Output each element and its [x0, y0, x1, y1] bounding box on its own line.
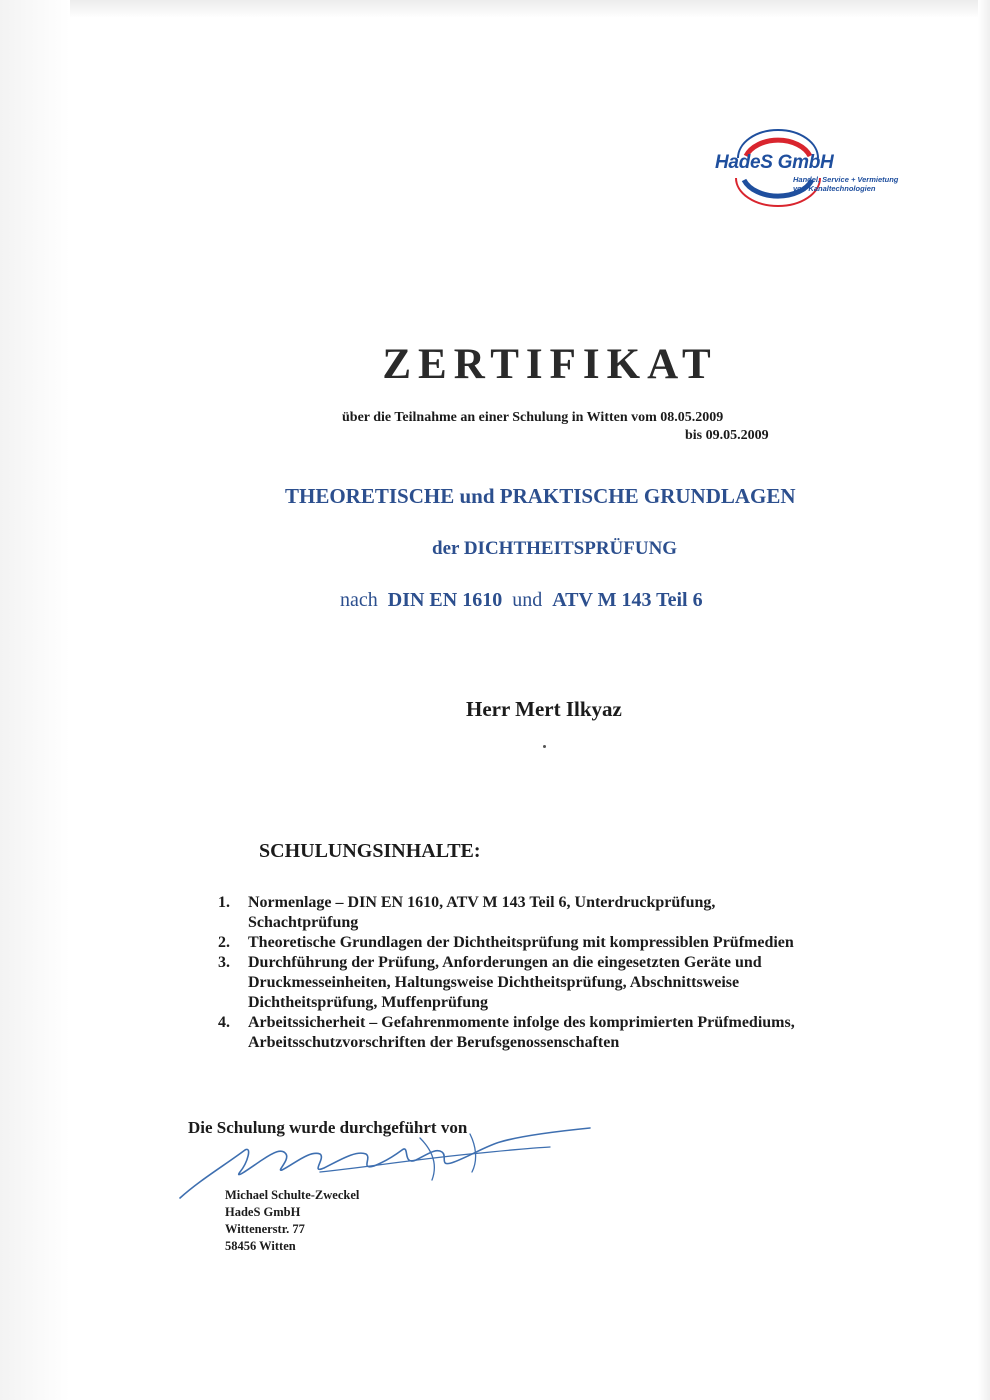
course-title-line3 — [340, 589, 703, 612]
contents-list — [218, 893, 795, 1053]
list-item-line: Theoretische Grundlagen der Dichtheitsprüfung mit kompressiblen Prüfmedien — [248, 934, 794, 951]
logo-tagline — [793, 175, 898, 193]
subtitle-line2: bis 09.05.2009 — [685, 428, 769, 443]
list-item — [218, 933, 795, 953]
contents-heading: SCHULUNGSINHALTE: — [259, 840, 481, 862]
list-item — [218, 893, 795, 933]
list-item-number: 4. — [218, 1014, 230, 1031]
course-norm-1: DIN EN 1610 — [387, 589, 503, 611]
logo-name-part1: HadeS — [715, 152, 773, 173]
ink-speck — [543, 745, 546, 748]
list-item-number: 1. — [218, 894, 230, 911]
course-norm-prefix: nach — [340, 589, 378, 611]
signatory-city: 58456 Witten — [225, 1239, 296, 1253]
list-item-line: Schachtprüfung — [248, 914, 359, 931]
course-norm-join: und — [512, 589, 543, 611]
participant-name: Herr Mert Ilkyaz — [466, 697, 622, 721]
list-item-line: Arbeitsschutzvorschriften der Berufsgenossenschaften — [248, 1034, 620, 1051]
signatory-street: Wittenerstr. 77 — [225, 1222, 305, 1236]
list-item-number: 3. — [218, 954, 230, 971]
list-item-line: Normenlage – DIN EN 1610, ATV M 143 Teil 6, Unterdruckprüfung, — [248, 894, 716, 911]
signatory-name: Michael Schulte-Zweckel — [225, 1188, 360, 1202]
list-item-line: Druckmesseinheiten, Haltungsweise Dichtheitsprüfung, Abschnittsweise — [248, 974, 740, 991]
list-item — [218, 1013, 795, 1053]
scan-edge-top — [0, 0, 990, 18]
course-title-line1: THEORETISCHE und PRAKTISCHE GRUNDLAGEN — [285, 484, 796, 508]
list-item-number: 2. — [218, 934, 230, 951]
list-item-line: Durchführung der Prüfung, Anforderungen an die eingesetzten Geräte und — [248, 954, 762, 971]
logo-tagline-line2: von Kanaltechnologien — [793, 184, 876, 193]
scan-edge-right — [978, 0, 990, 1400]
signatory-company: HadeS GmbH — [225, 1205, 301, 1219]
course-title-line2: der DICHTHEITSPRÜFUNG — [432, 538, 678, 559]
logo-name — [715, 152, 833, 174]
logo-name-part2: GmbH — [772, 152, 834, 173]
scan-edge-left — [0, 0, 70, 1400]
logo-tagline-line1: Handel, Service + Vermietung — [793, 175, 899, 184]
subtitle-line1: über die Teilnahme an einer Schulung in Witten vom 08.05.2009 — [342, 410, 724, 425]
list-item-line: Dichtheitsprüfung, Muffenprüfung — [248, 994, 489, 1011]
company-logo — [712, 128, 942, 208]
course-norm-2: ATV M 143 Teil 6 — [552, 589, 703, 611]
list-item — [218, 953, 795, 1013]
signatory-address — [225, 1187, 359, 1255]
certificate-title: ZERTIFIKAT — [382, 341, 718, 388]
performed-by-label: Die Schulung wurde durchgeführt von — [188, 1118, 468, 1137]
list-item-line: Arbeitssicherheit – Gefahrenmomente infolge des komprimierten Prüfmediums, — [248, 1014, 795, 1031]
